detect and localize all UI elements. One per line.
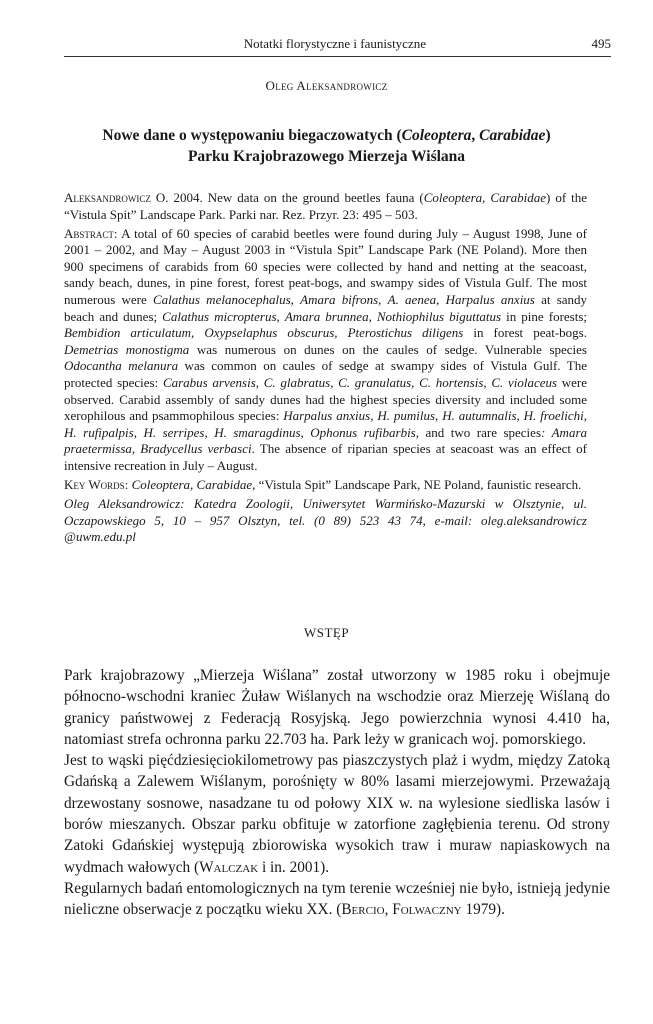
page-number: 495: [591, 36, 611, 51]
body-text: [64, 665, 610, 921]
keywords: Key Words: Coleoptera, Carabidae, “Vistula Spit” Landscape Park, NE Poland, faunistic research.: [64, 477, 582, 493]
paragraph-2: Jest to wąski pięćdziesięciokilometrowy pas piaszczystych plaż i wydm, między Zatoką Gdańską a Zalewem Wiślanym, porośnięty w 80% lasami mierzejowymi. Przeważają drzewostany sosnowe, nasadzane tu od połowy XIX w. na wylesione siedliska lasów i borów mieszanych. Obszar parku obfituje w zatorfione zagłębienia terenu. Od strony Zatoki Gdańskiej występują zbiorowiska wysokich traw i muraw napiaskowych na wydmach wałowych (Walczak i in. 2001).: [64, 752, 610, 876]
author-address: Oleg Aleksandrowicz: Katedra Zoologii, Uniwersytet Warmińsko-Mazurski w Olsztynie, ul. Oczapowskiego 5, 10 – 957 Olsztyn, tel. (0 89) 523 43 74, e-mail: oleg.aleksandrowicz @uwm.edu.pl: [64, 496, 587, 545]
abstract-label: Abstract: [64, 225, 114, 241]
keywords-label: Key Words: [64, 477, 125, 493]
section-heading: WSTĘP: [303, 625, 350, 640]
title-line-2: Parku Krajobrazowego Mierzeja Wiślana: [187, 148, 466, 165]
running-head: [64, 36, 611, 57]
article-author: Oleg Aleksandrowicz: [265, 78, 388, 93]
paragraph-3: Regularnych badań entomologicznych na tym terenie wcześniej nie było, istnieją jedynie nieliczne obserwacje z początku wieku XX. (Bercio, Folwaczny 1979).: [64, 879, 610, 919]
paragraph-1: Park krajobrazowy „Mierzeja Wiślana” został utworzony w 1985 roku i obejmuje północno-wschodni kraniec Żuław Wiślanych na wschodzie oraz Mierzeję Wiślaną do granicy państwowej z Federacją Rosyjską. Jego powierzchnia wynosi 4.410 ha, natomiast strefa ochronna parku 22.703 ha. Park leży w granicach woj. pomorskiego.: [64, 667, 610, 748]
citation: Aleksandrowicz O. 2004. New data on the ground beetles fauna (Coleoptera, Carabidae) of the “Vistula Spit” Landscape Park. Parki nar. Rez. Przyr. 23: 495 – 503.: [64, 190, 587, 222]
article-title: [60, 125, 593, 167]
journal-section-title: Notatki florystyczne i faunistyczne: [243, 36, 426, 51]
abstract-block: [64, 190, 587, 548]
title-line-1: Nowe dane o występowaniu biegaczowatych (Coleoptera, Carabidae): [102, 127, 551, 144]
abstract: Abstract: A total of 60 species of carabid beetles were found during July – August 1998, June of 2001 – 2002, and May – August 2003 in “Vistula Spit” Landscape Park (NE Poland). More then 900 specimens of carabids from 60 species were collected by hand and netting at the seacoast, sandy beach, dunes, in pine forest, forest peat-bogs, and swampy sides of Vistula Gulf. The most numerous were Calathus melanocephalus, Amara bifrons, A. aenea, Harpalus anxius at sandy beach and dunes; Calathus micropterus, Amara brunnea, Nothiophilus biguttatus in pine forests; Bembidion articulatum, Oxypselaphus obscurus, Pterostichus diligens in forest peat-bogs. Demetrias monostigma was numerous on dunes on the caules of sedge. Vulnerable species Odocantha melanura was common on caules of sedge at swampy sides of Vistula Gulf. The protected species: Carabus arvensis, C. glabratus, C. granulatus, C. hortensis, C. violaceus were observed. Carabid assembly of sandy dunes had the highest species diversity and included some xerophilous and psammophilous species: Harpalus anxius, H. pumilus, H. autumnalis, H. froelichi, H. rufipalpis, H. serripes, H. smaragdinus, Ophonus rufibarbis, and two rare species: Amara praetermissa, Bradycellus verbasci. The absence of riparian species at seacoast was an effect of intensive recreation in July – August.: [64, 225, 588, 473]
